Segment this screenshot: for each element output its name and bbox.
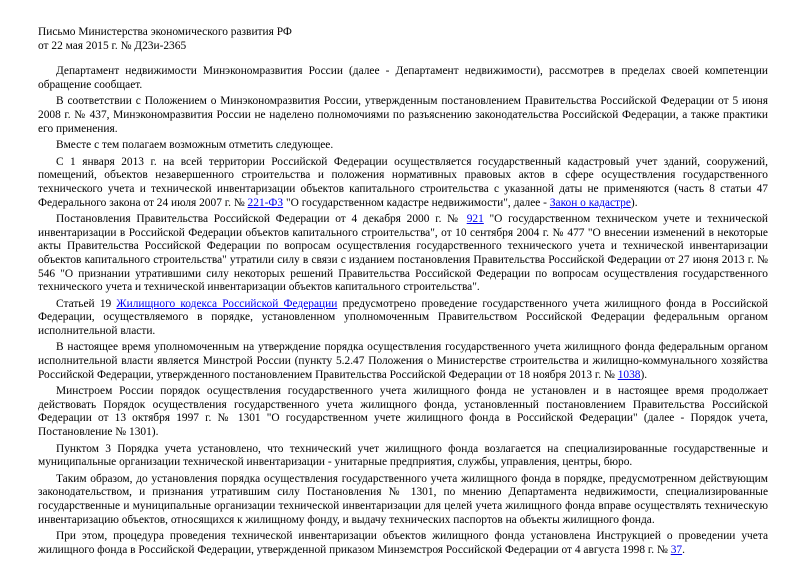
text-segment: ). [640,368,648,381]
link-housing-code[interactable]: Жилищного кодекса Российской Федерации [116,297,338,310]
text-segment: "О государственном кадастре недвижимости", далее - [283,196,550,209]
paragraph-conclusion: Таким образом, до установления порядка осуществления государственного учета жилищного фонда в порядке, предусмотренном действующим законодательством, и признания утратившим силу Постановления № 1301, по мнению Департамента недвижимости, специализированные государственные и муниципальные организации технической инвентаризации для целей учета жилищного фонда вправе осуществлять техническую инвентаризацию объектов, относящихся к жилищному фонду, и выдачу технических паспортов на объекты жилищного фонда. [38,472,768,526]
link-resolution-921[interactable]: 921 [466,213,484,226]
document-header [38,26,768,53]
link-order-37[interactable]: 37 [670,543,683,556]
text-segment: ). [630,196,638,209]
paragraph-point-3: Пунктом 3 Порядка учета установлено, что технический учет жилищного фонда возлагается на специализированные государственные и муниципальные организации технической инвентаризации - унитарные предприятия, службы, управления, центры, бюро. [38,442,768,469]
paragraph-competence: В соответствии с Положением о Минэкономразвития России, утвержденным постановлением Правительства Российской Федерации от 5 июня 2008 г. № 437, Минэкономразвития России не наделено полномочиями по разъяснению законодательства Российской Федерации, а также практики его применения. [38,95,768,135]
text-segment: При этом, процедура проведения технической инвентаризации объектов жилищного фонда установлена Инструкцией о проведении учета жилищного фонда в Российской Федерации, утвержденной приказом Минземстроя Российской Федерации от 4 августа 1998 г. № [38,530,768,556]
paragraph-accounting-procedure: Минстроем России порядок осуществления государственного учета жилищного фонда не установлен и в настоящее время продолжает действовать Порядок осуществления государственного учета жилищного фонда, установленный постановлением Правительства Российской Федерации от 13 октября 1997 г. № 1301 "О государственном учете жилищного фонда в Российской Федерации" (далее - Порядок учета, Постановление № 1301). [38,385,768,439]
text-segment: В настоящее время уполномоченным на утверждение порядка осуществления государственного учета жилищного фонда федеральным органом исполнительной власти является Минстрой России (пункту 5.2.47 Положения о Министерстве строительства и жилищно-коммунального хозяйства Российской Федерации, утвержденного постановлением Правительства Российской Федерации от 18 ноября 2013 г. № [38,341,768,381]
text-segment: Постановления Правительства Российской Федерации от 4 декабря 2000 г. № [56,213,467,226]
document-title: Письмо Министерства экономического развития РФ [38,26,292,38]
document-date-number: от 22 мая 2015 г. № Д23и-2365 [38,39,187,52]
link-resolution-1038[interactable]: 1038 [617,368,641,381]
paragraph-housing-code [38,298,768,339]
paragraph-note: Вместе с тем полагаем возможным отметить следующее. [56,139,334,152]
text-segment: "О государственном техническом учете и технической инвентаризации в Российской Федерации объектов капитального строительства", от 10 сентября 2004 г. № 477 "О внесении изменений в некоторые акты Правительства Российской Федерации по вопросам осуществления государственного технического учета и технической инвентаризации объектов капитального строительства" утратили силу в связи с изданием постановления Правительства Российской Федерации от 27 июня 2013 г. № 546 "О признании утратившими силу некоторых решений Правительства Российской Федерации по вопросам осуществления государственного технического учета и технической инвентаризации объектов капитального строительства". [38,213,768,294]
link-221-fz[interactable]: 221-ФЗ [247,196,284,209]
paragraph-government-resolutions [38,213,768,295]
paragraph-instruction [38,530,768,557]
text-segment: С 1 января 2013 г. на всей территории Российской Федерации осуществляется государственный кадастровый учет зданий, сооружений, помещений, объектов незавершенного строительства и положения нормативных правовых актов в сфере осуществления государственного технического учета и технической инвентаризации объектов капитального строительства с указанной даты не применяются (часть 8 статьи 47 Федерального закона от 24 июля 2007 г. № [38,155,768,209]
paragraph-intro: Департамент недвижимости Минэкономразвития России (далее - Департамент недвижимости), рассмотрев в пределах своей компетенции обращение сообщает. [38,65,768,91]
document-body [38,26,768,560]
link-cadastre-law[interactable]: Закон о кадастре [549,196,631,209]
text-segment: . [682,543,685,556]
paragraph-cadastral-registration [38,156,768,210]
text-segment: предусмотрено проведение государственного учета жилищного фонда в Российской Федерации, осуществляемого в порядке, установленном уполномоченным Правительством Российской Федерации федеральным органом исполнительной власти. [38,297,768,337]
paragraph-minstroy [38,341,768,382]
text-segment: Статьей 19 [56,297,117,310]
